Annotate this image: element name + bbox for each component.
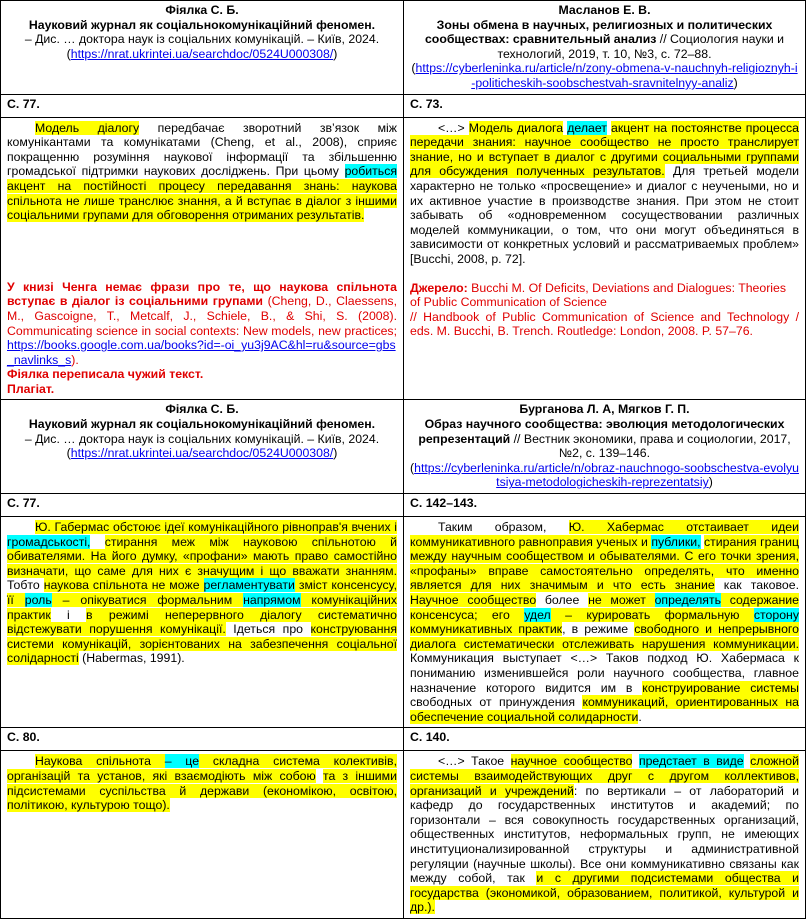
source-link[interactable]: https://nrat.ukrintei.ua/searchdoc/0524U000308/ bbox=[70, 446, 334, 461]
text: <…> bbox=[438, 120, 469, 135]
highlight-cyan: удел bbox=[524, 607, 551, 622]
highlight: комунікаційних практик bbox=[7, 593, 397, 622]
text: (Habermas, 1991). bbox=[78, 651, 185, 666]
source-right bbox=[404, 400, 806, 494]
source-link[interactable]: https://cyberleninka.ru/article/n/obraz-nauchnogo-soobschestva-evolyutsiya-metodologicheskih-reprezentatsiy bbox=[414, 460, 799, 490]
paren: ( bbox=[66, 446, 71, 461]
highlight: стирання меж між науковою спільнотою й обивателями. На його думку, «профани» мають право самостійно визначати, що саме для них є значущим і що вважати знанням. bbox=[7, 534, 397, 578]
text-row bbox=[1, 751, 806, 919]
text: : по вертикали – от лабораторий и кафедр до государственных институтов и академий; по горизонтали – вся совокупность государственных организаций, общественных институтов, неформальных групп, не имеющих институционализированной структуры и административной регуляции (научные школы). Все они коммуникативно связаны как между собой, так bbox=[410, 783, 800, 886]
source-details: // Социология науки и технологий, 2019, т. 10, №3, с. 72–88. bbox=[497, 32, 785, 61]
highlight: наукова спільнота не може bbox=[43, 578, 204, 593]
highlight: Ю. Габермас обстоює ідеї комунікаційного рівноправ'я вчених і bbox=[35, 520, 397, 535]
source-text bbox=[404, 517, 806, 728]
highlight: складна система колективів, організацій та установ, які взаємодіють між собою bbox=[7, 754, 397, 783]
highlight: сложной системы взаимодействующих друг с другом коллективов, организаций и учреждений bbox=[410, 754, 799, 798]
page-number: С. 140. bbox=[404, 728, 806, 751]
text bbox=[316, 769, 323, 783]
source-title: Науковий журнал як соціальнокомунікаційний феномен. bbox=[28, 17, 376, 32]
page-number: С. 142–143. bbox=[404, 494, 806, 517]
highlight: акцент на постоянстве процесса передачи знания: научное сообщество не просто транслирует знание, но и вступает в диалог с другими социальными группами для обсуждения полученных результатов. bbox=[410, 120, 799, 179]
fiialka-text bbox=[1, 117, 404, 400]
text: Коммуникация выступает <…> Таков подход Ю. Хабермаса к пониманию изменившейся роли научного сообщества, главное назначение которого видится им в bbox=[410, 651, 799, 695]
paren: ) bbox=[733, 75, 738, 90]
text: Для третьей модели характерно не только «просвещение» и диалог с неучеными, но и их активное участие в производстве знания. При этом не стоит забывать об «одновременном сосуществовании различных моделей коммуникации, о том, что они могут объединяться в зависимости от конкретных условий и рассматриваемых проблем» [Bucchi, 2008, p. 72]. bbox=[410, 164, 799, 266]
reference-link[interactable]: https://books.google.com.ua/books?id=-oi_yu3j9AC&hl=ru&source=gbs_navlinks_s bbox=[7, 338, 396, 367]
paren: ) bbox=[333, 446, 338, 461]
page-row bbox=[1, 94, 806, 117]
verdict-plagiarism: Плагіат. bbox=[7, 381, 55, 396]
paren: ( bbox=[410, 460, 415, 475]
source-author: Фіялка С. Б. bbox=[165, 402, 239, 417]
text: Тобто bbox=[7, 578, 44, 593]
text: і bbox=[50, 607, 87, 622]
highlight: свободного и bbox=[634, 622, 719, 637]
highlight: в режимі неперервного діалогу систематично відстежувати порушення комунікації. bbox=[7, 607, 397, 637]
highlight: зміст консенсусу, її bbox=[7, 578, 397, 607]
highlight: Модель диалога bbox=[468, 120, 564, 135]
paren: ( bbox=[411, 61, 416, 76]
highlight: коммуникативных практик bbox=[410, 622, 563, 637]
highlight: та з іншими підсистемами суспільства й держави (економікою, освітою, політикою, культурою тощо). bbox=[7, 768, 398, 813]
highlight: акцент на постійності процесу передавання знань: наукова спільнота не лише транслює знання, а й вступає в діалог з іншими соціальними групами для обговорення отриманих результатів. bbox=[7, 178, 397, 223]
source-link[interactable]: https://nrat.ukrintei.ua/searchdoc/0524U000308/ bbox=[70, 46, 334, 61]
highlight-cyan: предстает в виде bbox=[638, 754, 744, 769]
highlight-cyan: сторону bbox=[753, 607, 799, 622]
text: , в режиме bbox=[562, 622, 635, 637]
highlight-cyan: напрямом bbox=[243, 593, 301, 607]
highlight-cyan: робиться bbox=[344, 164, 397, 179]
highlight: конструювання системи комунікацій, зорієнтованих на забезпечення соціальної солідарності bbox=[7, 622, 397, 666]
text: как таковое. bbox=[714, 578, 799, 593]
plagiarism-note: У книзі Ченга немає фрази про те, що наукова спільнота вступає в діалог із соціальними групами bbox=[7, 279, 397, 309]
highlight: и с другими подсистемами общества и государства (экономикой, образованием, политикой, культурой и др.). bbox=[410, 871, 799, 915]
highlight-cyan: регламентувати bbox=[203, 578, 295, 593]
highlight: конструирование системы bbox=[642, 680, 800, 695]
source-details: – Дис. … доктора наук із соціальних комунікацій. – Київ, 2024. bbox=[24, 32, 380, 47]
highlight: Модель діалогу bbox=[35, 120, 140, 135]
source-text bbox=[404, 751, 806, 919]
paren: ) bbox=[333, 46, 338, 61]
source-left bbox=[1, 400, 404, 494]
text-row bbox=[1, 117, 806, 400]
text: <…> Такое bbox=[438, 754, 511, 769]
source-title: Науковий журнал як соціальнокомунікаційний феномен. bbox=[28, 417, 376, 432]
highlight: не может bbox=[588, 593, 655, 607]
page-number: С. 77. bbox=[1, 494, 404, 517]
highlight: коммуникаций, ориентированных на обеспечение социальной солидарности bbox=[410, 695, 799, 724]
page-number: С. 80. bbox=[1, 728, 404, 751]
source-right bbox=[404, 1, 806, 95]
highlight: содержание консенсуса; его bbox=[410, 593, 799, 622]
highlight-cyan: громадськості, bbox=[7, 534, 91, 549]
reference: (Cheng, D., Claessens, M., Gascoigne, T., Metcalf, J., Schiele, B., & Shi, S. (2008). Communicating science in social contexts: New models, new practices; bbox=[7, 294, 397, 338]
text: свободных от принуждения bbox=[410, 695, 583, 710]
verdict: Фіялка переписала чужий текст. bbox=[7, 367, 204, 382]
highlight: непрерывного диалога систематически отслеживать нарушения коммуникации. bbox=[410, 622, 799, 651]
highlight: научное сообщество bbox=[510, 754, 633, 769]
text bbox=[90, 535, 104, 549]
source-left bbox=[1, 1, 404, 95]
highlight-cyan: определять bbox=[654, 593, 721, 607]
source-header-row bbox=[1, 400, 806, 494]
fiialka-text bbox=[1, 517, 404, 728]
source-details: // Вестник экономики, права и социологии, 2017, №2, с. 139–146. bbox=[510, 431, 791, 461]
highlight-cyan: роль bbox=[24, 593, 52, 607]
highlight: Наукова спільнота bbox=[35, 754, 165, 769]
reference-end: ). bbox=[71, 352, 79, 367]
text: Ідеться про bbox=[225, 622, 311, 637]
source-title: Образ научного сообщества: эволюция методологических репрезентаций bbox=[418, 417, 785, 446]
source-author: Масланов Е. В. bbox=[558, 3, 651, 17]
highlight: – опікуватися формальним bbox=[51, 593, 244, 607]
text: . bbox=[638, 709, 642, 724]
text bbox=[632, 754, 638, 768]
paren: ) bbox=[708, 475, 713, 490]
page-number: С. 73. bbox=[404, 94, 806, 117]
highlight-cyan: делает bbox=[567, 120, 607, 135]
highlight-cyan: публики, bbox=[651, 534, 701, 549]
source-author: Бурганова Л. А, Мягков Г. П. bbox=[519, 402, 690, 417]
highlight: стирания границ между научным сообществом и обывателями. С его точки зрения, «профаны» вправе самостоятельно определять, что именно является для них значимым и что есть знание bbox=[410, 534, 799, 593]
highlight: – курировать формальную bbox=[550, 607, 754, 622]
source-text bbox=[404, 117, 806, 400]
source-details: – Дис. … доктора наук із соціальних комунікацій. – Київ, 2024. bbox=[24, 431, 380, 446]
paren: ( bbox=[66, 46, 71, 61]
source-header-row bbox=[1, 1, 806, 95]
page-row bbox=[1, 728, 806, 751]
text: более bbox=[536, 593, 589, 607]
source-label: Джерело: bbox=[410, 280, 468, 295]
highlight: Научное сообщество bbox=[410, 593, 537, 607]
text: Таким образом, bbox=[438, 520, 569, 535]
text: передбачає зворотний зв’язок між комунікантами та комунікатами (Cheng, et al., 2008), сприяє покращенню розуміння наукової інформації та збільшенню громадської підтримки наукових досліджень. При цьому bbox=[7, 120, 397, 179]
fiialka-text bbox=[1, 751, 404, 919]
text-row bbox=[1, 517, 806, 728]
highlight: Ю. Хабермас отстаивает идеи коммуникативного равноправия ученых и bbox=[410, 520, 799, 549]
source-reference: // Handbook of Public Communication of Science and Technology / eds. M. Bucchi, B. Trench. Routledge: London, 2008. P. 57–76. bbox=[410, 309, 799, 339]
source-reference: Bucchi M. Of Deficits, Deviations and Dialogues: Theories of Public Communication of Science bbox=[410, 280, 787, 310]
source-link[interactable]: https://cyberleninka.ru/article/n/zony-obmena-v-nauchnyh-religioznyh-i-politicheskih-soobschestvah-sravnitelnyy-analiz bbox=[415, 61, 798, 90]
source-author: Фіялка С. Б. bbox=[165, 3, 239, 17]
highlight-cyan: – це bbox=[164, 754, 200, 769]
page-number: С. 77. bbox=[1, 94, 404, 117]
page-row bbox=[1, 494, 806, 517]
source-title: Зоны обмена в научных, религиозных и политических сообществах: сравнительный анализ bbox=[424, 17, 773, 47]
